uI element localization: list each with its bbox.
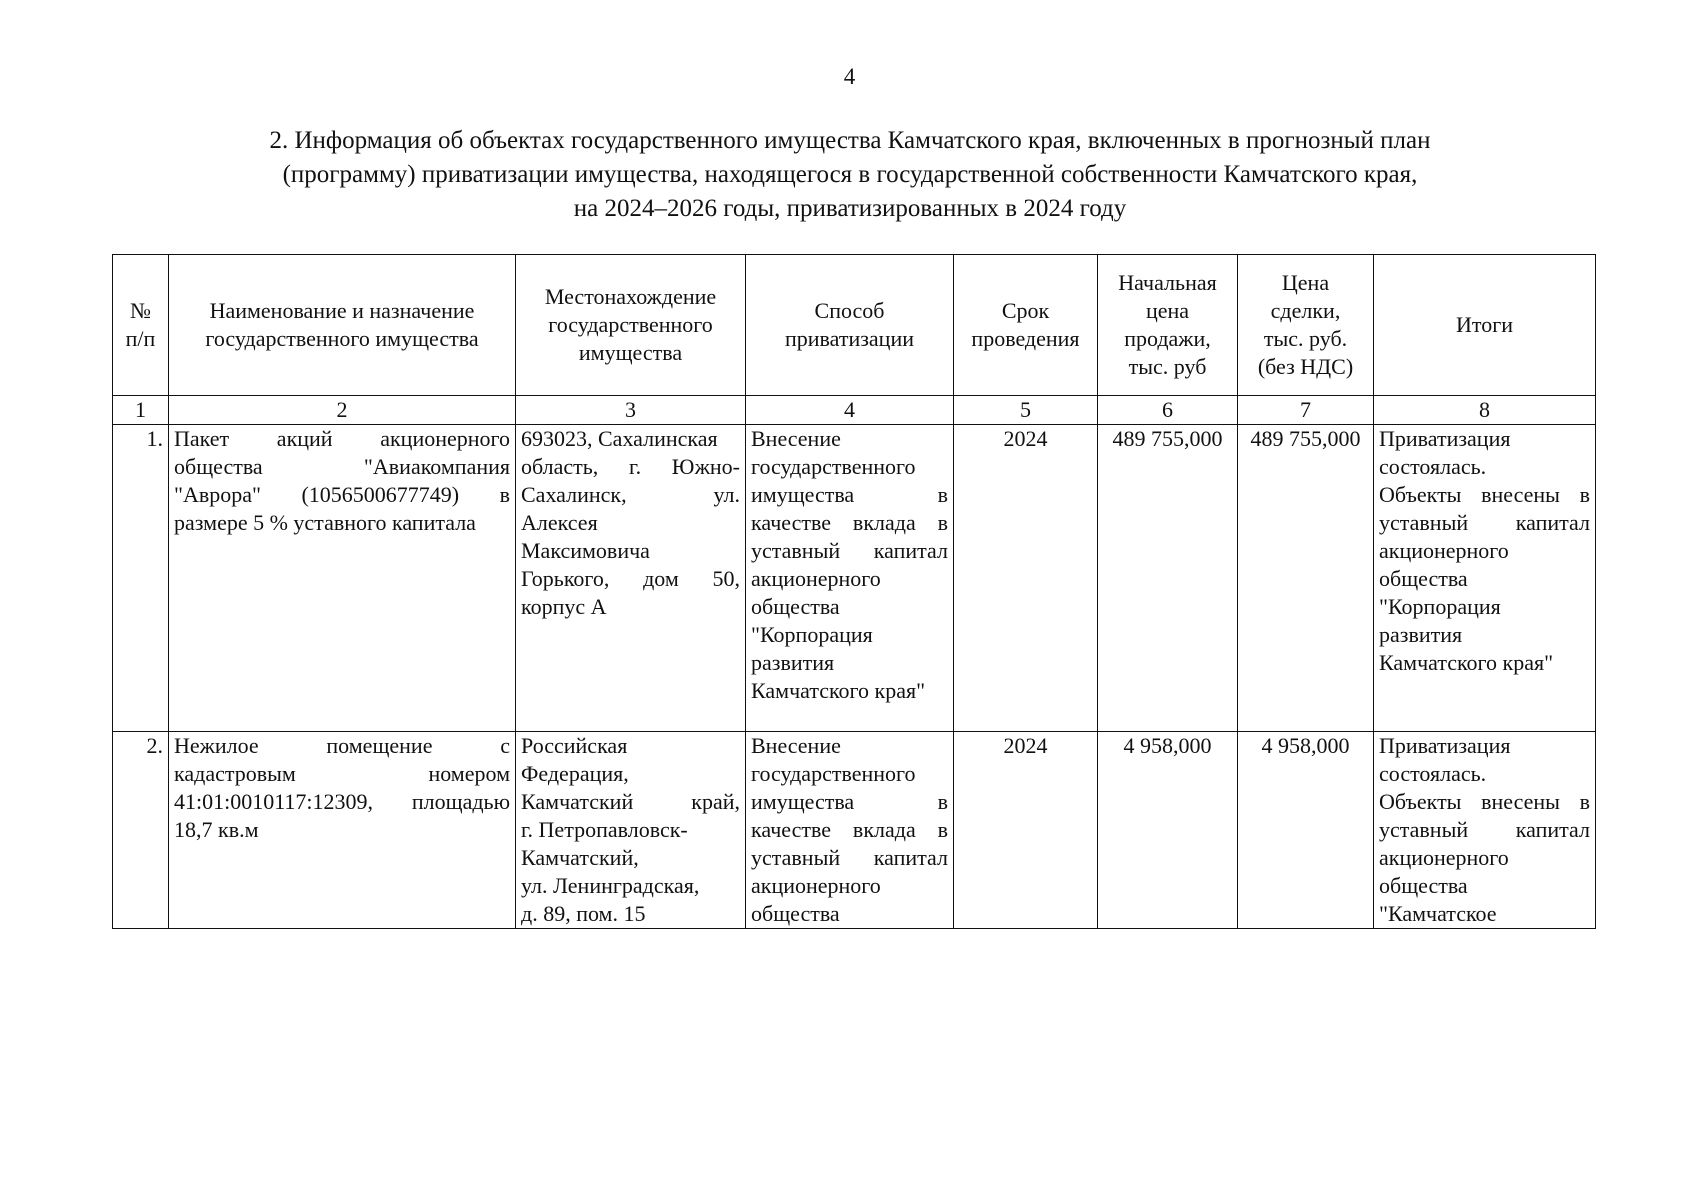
privatization-method-cell: Внесение государственного имущества в качестве вклада в уставный капитал акционерного общества "Корпорация развития Камчатского края" [746,425,954,732]
column-number: 4 [746,396,954,425]
heading-line-1: 2. Информация об объектах государственного имущества Камчатского края, включенных в прогнозный план [269,127,1431,154]
results-cell: Приватизация состоялась. Объекты внесены в уставный капитал акционерного общества "Корпорация развития Камчатского края" [1374,425,1596,732]
start-price-cell: 4 958,000 [1098,732,1238,929]
property-name-cell: Пакет акций акционерного общества "Авиакомпания "Аврора" (1056500677749) в размере 5 % уставного капитала [169,425,516,732]
column-number: 5 [954,396,1098,425]
row-number: 2. [113,732,169,929]
privatization-table [112,254,1596,929]
table-row [113,425,1596,732]
table-row [113,732,1596,929]
property-location-cell: 693023, Сахалинская область, г. Южно- Сахалинск, ул. Алексея Максимовича Горького, дом 50, корпус А [516,425,746,732]
header-term: Срок проведения [954,255,1098,396]
privatization-method-cell: Внесение государственного имущества в качестве вклада в уставный капитал акционерного общества [746,732,954,929]
column-number: 8 [1374,396,1596,425]
heading-line-3: на 2024–2026 годы, приватизированных в 2024 году [573,195,1127,222]
results-cell: Приватизация состоялась. Объекты внесены в уставный капитал акционерного общества "Камчатское [1374,732,1596,929]
page-number: 4 [843,64,856,89]
header-location: Местонахождение государственного имущества [516,255,746,396]
header-row [113,255,1596,396]
deal-price-cell: 489 755,000 [1238,425,1374,732]
heading-line-2: (программу) приватизации имущества, находящегося в государственной собственности Камчатского края, [282,161,1418,188]
property-location-cell: Российская Федерация, Камчатский край, г. Петропавловск- Камчатский, ул. Ленинградская, д. 89, пом. 15 [516,732,746,929]
column-number: 3 [516,396,746,425]
column-number: 1 [113,396,169,425]
term-cell: 2024 [954,732,1098,929]
header-start-price: Начальная цена продажи, тыс. руб [1098,255,1238,396]
term-cell: 2024 [954,425,1098,732]
deal-price-cell: 4 958,000 [1238,732,1374,929]
header-results: Итоги [1374,255,1596,396]
column-number: 2 [169,396,516,425]
row-number: 1. [113,425,169,732]
start-price-cell: 489 755,000 [1098,425,1238,732]
header-number: № п/п [113,255,169,396]
section-heading [150,124,1550,226]
column-number-row [113,396,1596,425]
property-name-cell: Нежилое помещение с кадастровым номером 41:01:0010117:12309, площадью 18,7 кв.м [169,732,516,929]
column-number: 6 [1098,396,1238,425]
header-method: Способ приватизации [746,255,954,396]
header-deal-price: Цена сделки, тыс. руб. (без НДС) [1238,255,1374,396]
header-name: Наименование и назначение государственного имущества [169,255,516,396]
column-number: 7 [1238,396,1374,425]
